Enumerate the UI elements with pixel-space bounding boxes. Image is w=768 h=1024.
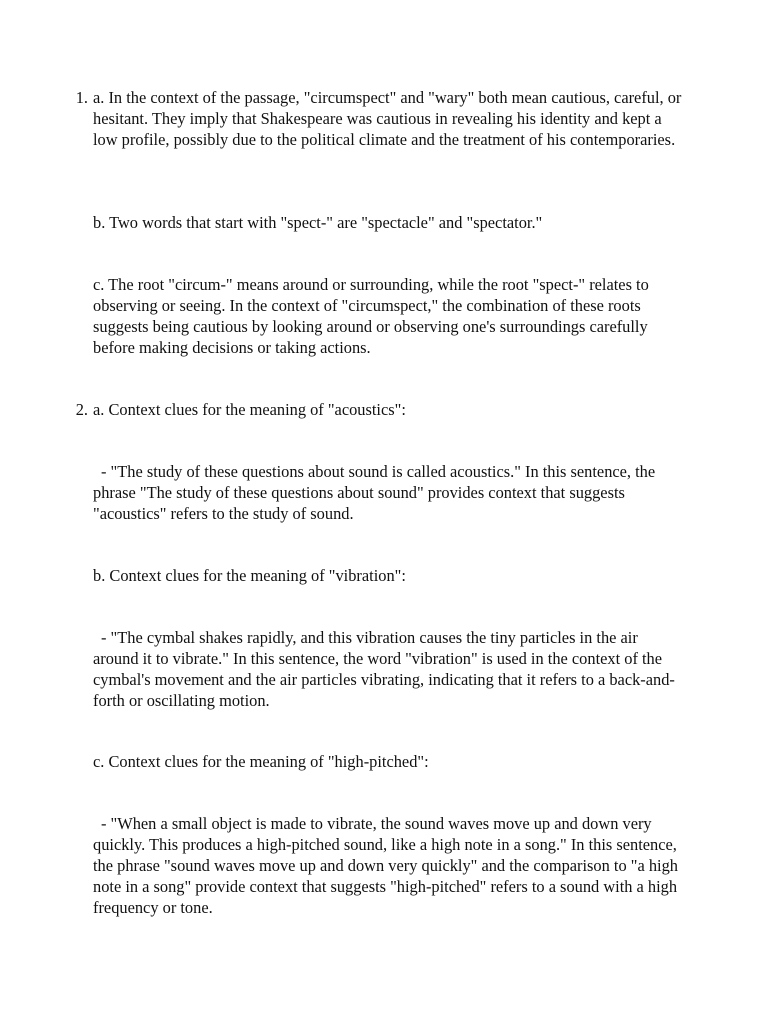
list-number-2: 2. (75, 400, 88, 419)
answer-1c: c. The root "circum-" means around or surrounding, while the root "spect-" relates to observing or seeing. In the context of "circumspect," the combination of these roots suggests being cautious by looking around or observing one's surroundings carefully before making decisions or taking actions. (93, 275, 649, 357)
answer-2c-heading: c. Context clues for the meaning of "high-pitched": (93, 752, 429, 771)
answer-2c-clue: - "When a small object is made to vibrate, the sound waves move up and down very quickly. This produces a high-pitched sound, like a high note in a song." In this sentence, the phrase "sound waves move up and down very quickly" and the comparison to "a high note in a song" provide context that suggests "high-pitched" refers to a sound with a high frequency or tone. (93, 814, 678, 917)
answer-2a-clue: - "The study of these questions about sound is called acoustics." In this sentence, the phrase "The study of these questions about sound" provides context that suggests "acoustics" refers to the study of sound. (93, 462, 656, 523)
answer-2b-heading: b. Context clues for the meaning of "vibration": (93, 566, 406, 585)
answer-1a: a. In the context of the passage, "circumspect" and "wary" both mean cautious, careful, or hesitant. They imply that Shakespeare was cautious in revealing his identity and kept a low profile, possibly due to the political climate and the treatment of his contemporaries. (93, 88, 682, 149)
answer-1b: b. Two words that start with "spect-" are "spectacle" and "spectator." (93, 213, 543, 232)
list-number-1: 1. (75, 88, 88, 107)
answer-2b-clue: - "The cymbal shakes rapidly, and this vibration causes the tiny particles in the air around it to vibrate." In this sentence, the word "vibration" is used in the context of the cymbal's movement and the air particles vibrating, indicating that it refers to a back-and-forth or oscillating motion. (93, 628, 675, 710)
answer-2a-heading: a. Context clues for the meaning of "acoustics": (93, 400, 406, 419)
